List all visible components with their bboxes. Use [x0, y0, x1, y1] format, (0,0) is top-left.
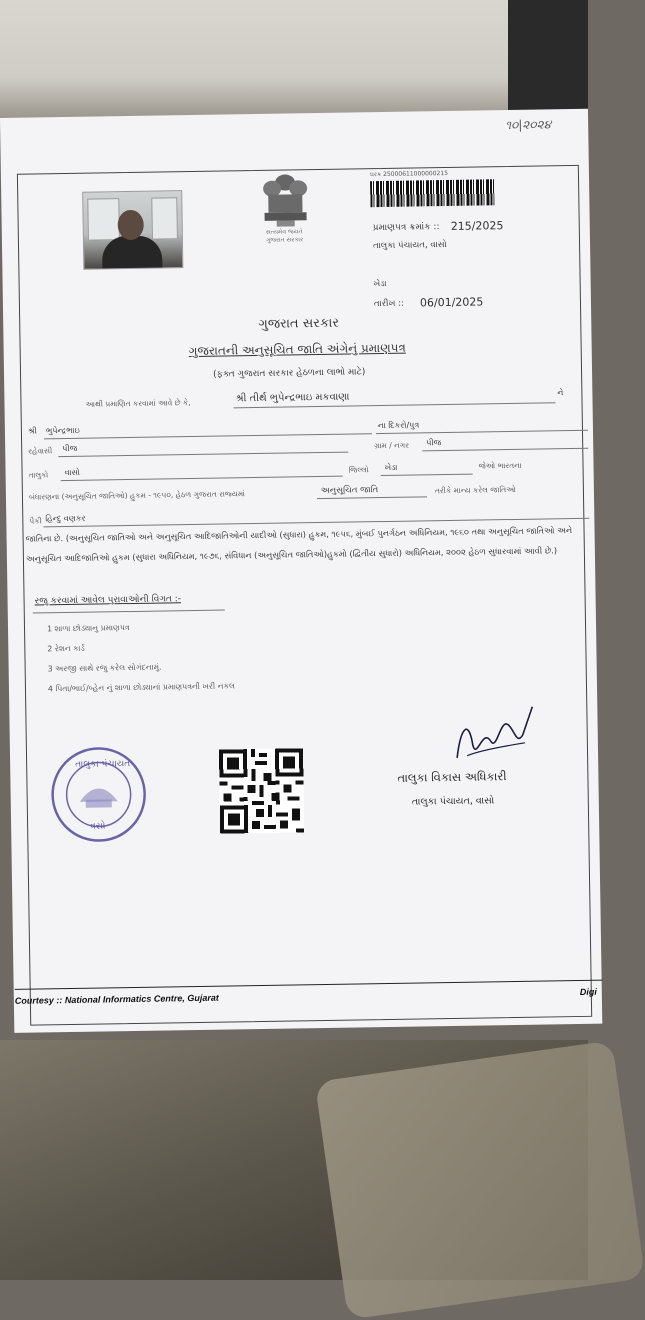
caste-category: અનુસૂચિત જાતિ	[320, 485, 379, 497]
document-item-1: 1 શાળા છોડ્યાનુ પ્રમાણપત્ર	[46, 623, 130, 634]
signatory-office: તાલુકા પંચાયત, વાસો	[411, 795, 495, 808]
doc-number-label: પ્રમાણપત્ર ક્રમાંક ::	[372, 222, 440, 234]
taluka-value: વાસો	[64, 467, 81, 478]
resident-label: રહેવાસી	[28, 446, 53, 456]
resident-value: પીજ	[62, 443, 78, 454]
photo-window-left	[87, 198, 120, 240]
caste-suffix: તરીકે માન્ય કરેલ જાતિઓ	[434, 484, 516, 496]
certificate-subtitle: (ફક્ત ગુજરાત સરકાર હેઠળના લાભો માટે)	[212, 367, 366, 380]
photo-window-right	[151, 197, 178, 239]
emblem-caption-1: સત્યમેવ જયતે	[265, 228, 303, 236]
intro-text: આથી પ્રમાણિત કરવામાં આવે છે કે,	[85, 398, 191, 409]
father-underline	[44, 433, 372, 439]
place: ખેડા	[373, 278, 387, 289]
order-text: બંધારણના (અનુસૂચિત જાતિઓ) હુકમ - ૧૯૫૦, હેઠળ ગુજરાત રાજ્યમાં	[28, 489, 246, 502]
district-label: જિલ્લો	[348, 465, 369, 475]
handwritten-note: ૧૦|૨૦૨૪	[505, 117, 552, 133]
background-cloth	[315, 1040, 645, 1319]
father-name: ભુપેન્દ્રભાઇ	[45, 425, 80, 436]
officer-signature	[446, 697, 537, 778]
caste-value: હિન્દુ વણકર	[45, 513, 86, 524]
taluka-underline	[61, 476, 343, 481]
village-value: પીજ	[426, 438, 442, 448]
state-text: જેઓ ભારતના	[478, 460, 522, 471]
government-title: ગુજરાત સરકાર	[258, 315, 340, 332]
documents-heading-underline	[33, 610, 225, 614]
resident-underline	[58, 452, 348, 458]
applicant-photo	[82, 190, 183, 270]
village-label: ગ્રામ / નગર	[374, 440, 410, 451]
barcode	[370, 179, 494, 207]
certificate-paper	[0, 109, 602, 1033]
date: 06/01/2025	[419, 295, 484, 310]
certificate-frame	[14, 165, 597, 1026]
courtesy-text: Courtesy :: National Informatics Centre, Gujarat	[14, 992, 219, 1006]
office-line: તાલુકા પંચાયત, વાસો	[372, 239, 447, 252]
district-value: ખેડા	[384, 462, 398, 473]
doc-number: 215/2025	[450, 219, 504, 233]
caste-category-underline	[317, 496, 427, 499]
national-emblem-icon	[250, 168, 321, 259]
applicant-name: શ્રી તીર્થ ભુપેન્દ્રભાઇ મકવાણા	[235, 391, 350, 405]
district-underline	[381, 474, 473, 476]
footer-right-text: Digi	[579, 986, 597, 998]
village-underline	[422, 448, 588, 452]
document-item-4: 4 પિતા/ભાઈ/બ્હેન નું શાળા છોડ્યાનાં પ્રમાણપત્રની ખરી નકલ	[47, 681, 235, 694]
certificate-footer	[15, 980, 604, 1030]
photo-person-body	[102, 235, 162, 268]
barcode-number: ઘરક્ર 25000611000000215	[369, 169, 449, 179]
document-item-2: 2 રેશન કાર્ડ	[47, 643, 85, 654]
document-item-3: 3 અરજી સાથે રજુ કરેલ સોગંદનામું.	[47, 662, 162, 674]
legal-paragraph: જાતિના છે. (અનુસૂચિત જાતિઓ અને અનુસૂચિત આદિજાતિઓની યાદીઓ (સુધારા) હુકમ, ૧૯૫૬, મુંબઈ પુનર્ગઠન અધિનિયમ, ૧૯૬૦ તથા અનુસૂચિત જાતિઓ અને અનુસૂચિત આદિજાતિઓ હુકમ (સુધારા અધિનિયમ, ૧૯૭૬, સંવિધાન (અનુસૂચિત જાતિઓ)હુકમો (દ્વિતીય સુધારો) અધિનિયમ, ૨૦૦૨ હેઠળ સુધારવામાં આવી છે.)	[25, 525, 573, 564]
background-dark-corner	[508, 0, 588, 110]
caste-prefix: પૈકી	[29, 516, 42, 526]
relation-text: ના દિકરો/પુત્ર	[377, 420, 420, 431]
emblem-caption-2: ગુજરાત સરકાર	[265, 236, 304, 244]
signatory-title: તાલુકા વિકાસ અધિકારી	[397, 769, 507, 785]
qr-code	[219, 748, 304, 833]
certificate-title: ગુજરાતની અનુસૂચિત જાતિ અંગેનું પ્રમાણપત્ર	[188, 340, 406, 359]
ne-text: ને	[557, 388, 564, 398]
seal-bottom-text: વસો	[90, 821, 106, 832]
taluka-label: તાલુકો	[28, 470, 49, 480]
seal-top-text: તાલુકા પંચાયત	[75, 759, 131, 770]
background-bottom	[0, 1040, 588, 1280]
documents-heading: રજુ કરવામાં આવેલ પુરાવાઓની વિગત :-	[34, 594, 182, 607]
date-label: તારીખ ::	[373, 298, 405, 310]
shri-label: શ્રી	[27, 426, 37, 436]
